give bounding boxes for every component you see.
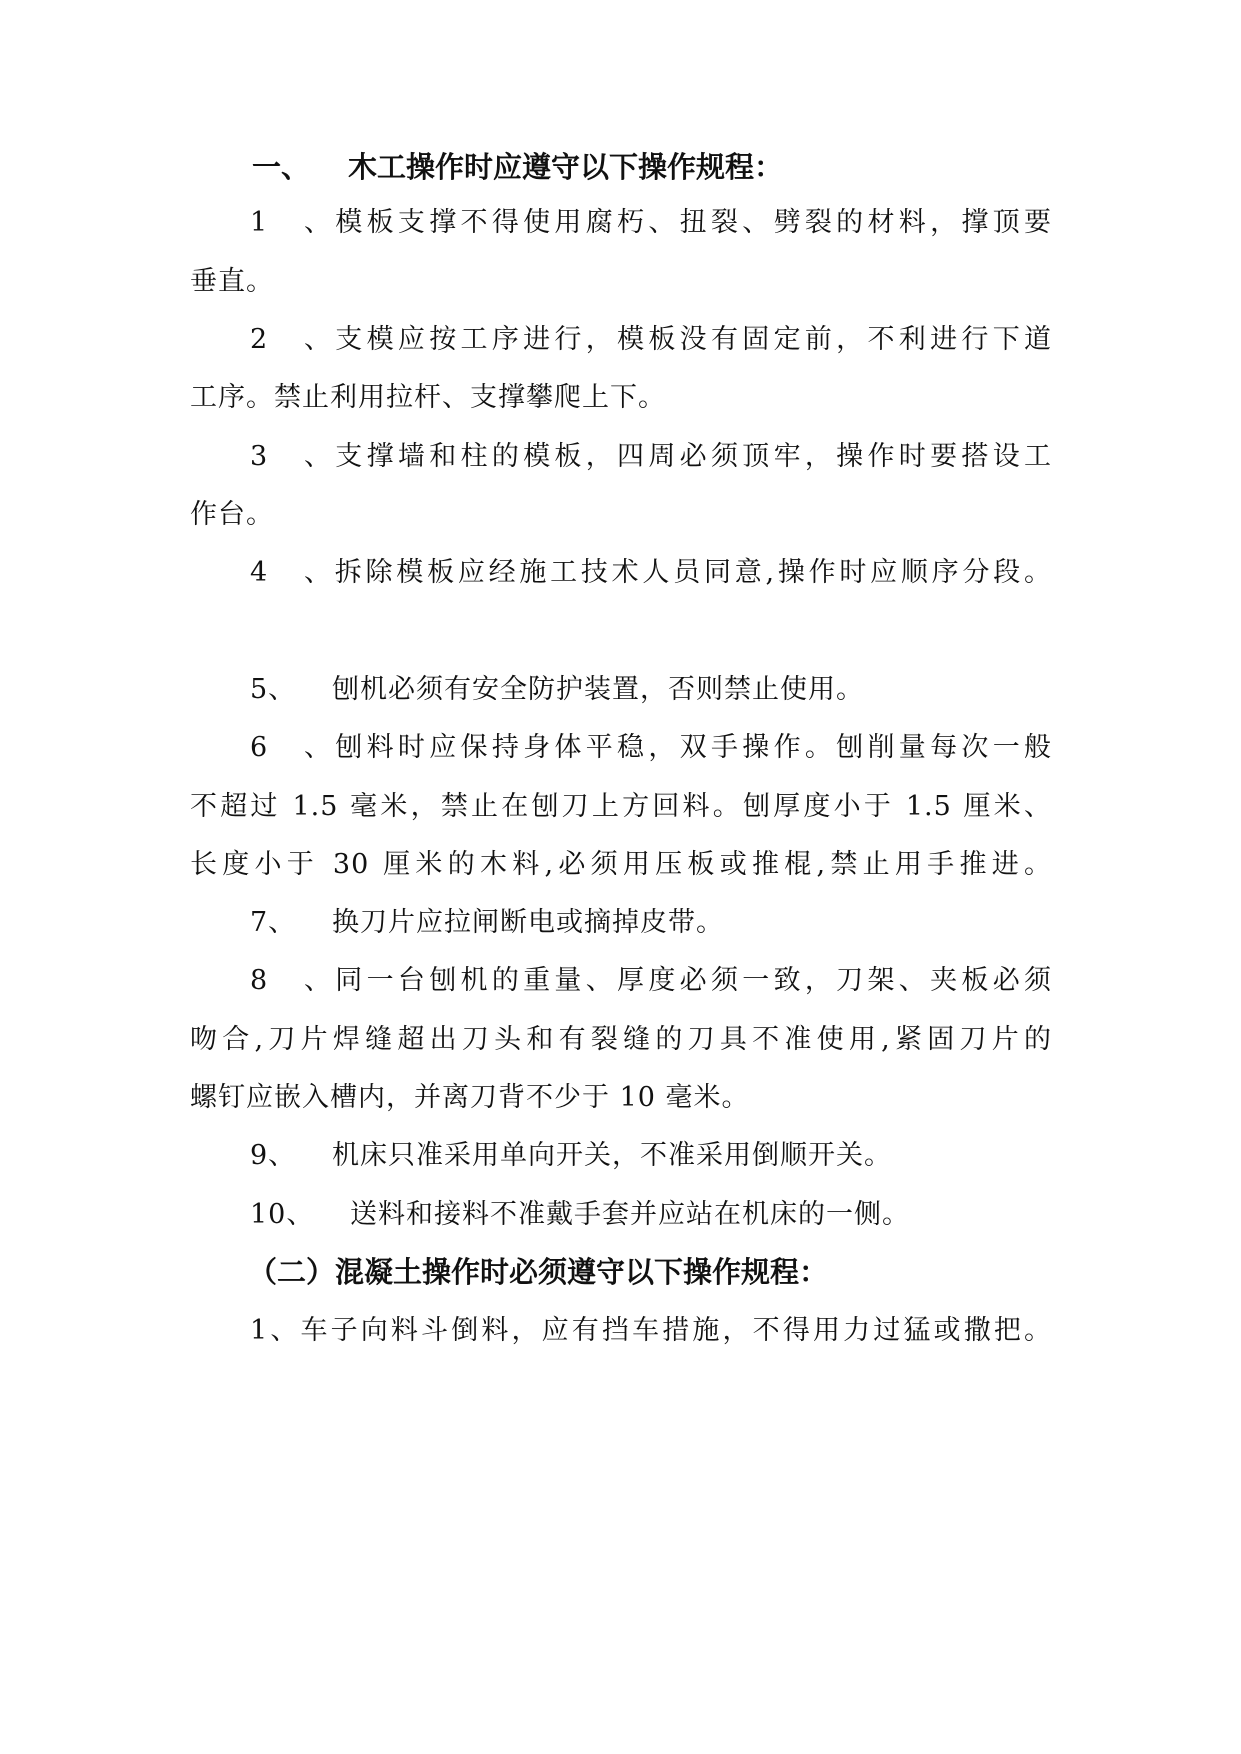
rule-4-line-1: 4、拆除模板应经施工技术人员同意,操作时应顺序分段。 <box>250 553 1052 593</box>
rule-number: 2、 <box>250 324 332 355</box>
rule-9-line-1: 9、 机床只准采用单向开关，不准采用倒顺开关。 <box>250 1136 1052 1176</box>
rule-6-line-2: 不超过 1.5 毫米，禁止在刨刀上方回料。刨厚度小于 1.5 厘米、 <box>190 791 1052 822</box>
rule-number: 5、 <box>250 674 297 705</box>
rule-number: 7、 <box>250 907 297 938</box>
rule-6-line-3: 长度小于 30 厘米的木料,必须用压板或推棍,禁止用手推进。 <box>190 849 1052 880</box>
section-heading-concrete: （二）混凝土操作时必须遵守以下操作规程： <box>248 1255 829 1289</box>
rule-8-line-3: 螺钉应嵌入槽内，并离刀背不少于 10 毫米。 <box>190 1082 750 1113</box>
rule-7-line-1: 7、 换刀片应拉闸断电或摘掉皮带。 <box>250 903 1052 943</box>
section-number: 一、 <box>252 150 311 184</box>
concrete-rule-1-line-1: 1、车子向料斗倒料，应有挡车措施，不得用力过猛或撒把。 <box>250 1315 1052 1346</box>
rule-number: 1、 <box>250 207 332 238</box>
rule-number: 8、 <box>250 965 332 996</box>
rule-3-line-2: 作台。 <box>190 499 274 530</box>
rule-8-line-1: 8、同一台刨机的重量、厚度必须一致，刀架、夹板必须 <box>250 961 1052 1001</box>
rule-1-line-2: 垂直。 <box>190 266 274 297</box>
rule-10-line-1: 10、 送料和接料不准戴手套并应站在机床的一侧。 <box>250 1195 1052 1235</box>
section-title: 木工操作时应遵守以下操作规程： <box>348 150 784 184</box>
rule-number: 9、 <box>250 1140 297 1171</box>
rule-number: 10、 <box>250 1199 315 1230</box>
rule-8-line-2: 吻合,刀片焊缝超出刀头和有裂缝的刀具不准使用,紧固刀片的 <box>190 1024 1052 1055</box>
rule-6-line-1: 6、刨料时应保持身体平稳，双手操作。刨削量每次一般 <box>250 728 1052 768</box>
section-heading-carpentry <box>252 147 783 187</box>
rule-3-line-1: 3、支撑墙和柱的模板，四周必须顶牢，操作时要搭设工 <box>250 437 1052 477</box>
rule-5-line-1: 5、 刨机必须有安全防护装置，否则禁止使用。 <box>250 670 1052 710</box>
rule-number: 6、 <box>250 732 332 763</box>
rule-number: 4、 <box>250 557 332 588</box>
rule-number: 3、 <box>250 441 332 472</box>
rule-2-line-1: 2、支模应按工序进行，模板没有固定前，不利进行下道 <box>250 320 1052 360</box>
rule-1-line-1: 1、模板支撑不得使用腐朽、扭裂、劈裂的材料，撑顶要 <box>250 203 1052 243</box>
rule-2-line-2: 工序。禁止利用拉杆、支撑攀爬上下。 <box>190 382 666 413</box>
